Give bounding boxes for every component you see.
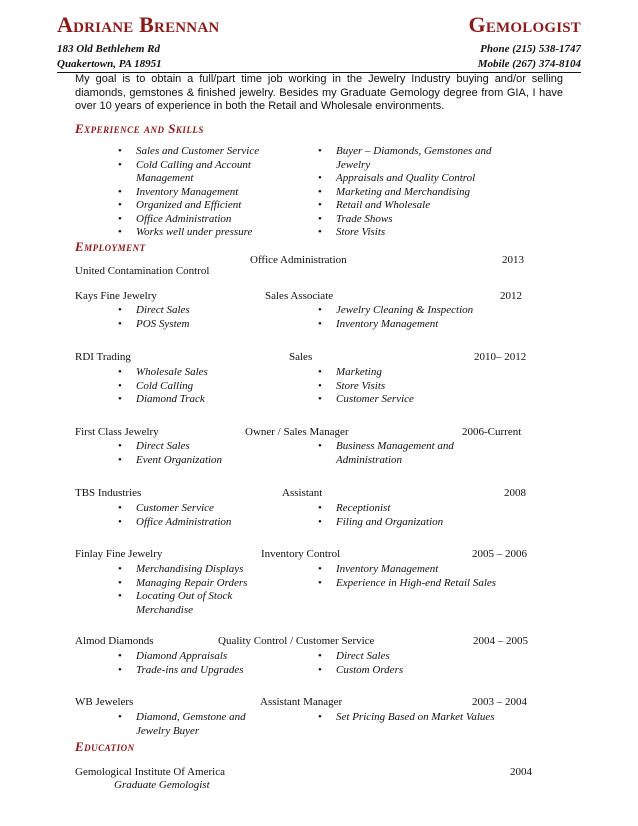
list-item: • Inventory Management xyxy=(318,563,508,577)
candidate-name: Adriane Brennan xyxy=(57,12,220,37)
list-item: • Trade Shows xyxy=(318,213,508,227)
job-years: 2010– 2012 xyxy=(474,351,527,363)
list-item: • Wholesale Sales xyxy=(118,366,276,380)
job-duties-right xyxy=(318,563,508,590)
list-item: • Filing and Organization xyxy=(318,516,508,530)
job-company: WB Jewelers xyxy=(75,696,134,708)
candidate-title: Gemologist xyxy=(468,12,581,37)
address-city: Quakertown, PA 18951 xyxy=(57,58,162,70)
job-years: 2003 – 2004 xyxy=(472,696,527,708)
list-item: • Works well under pressure xyxy=(118,226,276,240)
job-position: Owner / Sales Manager xyxy=(245,426,349,438)
list-item: • Locating Out of Stock Merchandise xyxy=(118,590,276,617)
graduation-year: 2004 xyxy=(510,766,532,778)
job-position: Assistant Manager xyxy=(260,696,343,708)
list-item: • Cold Calling and Account Management xyxy=(118,159,276,186)
list-item: • Direct Sales xyxy=(118,440,276,454)
list-item: • Jewelry Cleaning & Inspection xyxy=(318,304,508,318)
list-item: • Retail and Wholesale xyxy=(318,199,508,213)
list-item: • Receptionist xyxy=(318,502,508,516)
list-item: • Office Administration xyxy=(118,213,276,227)
contact-line-1 xyxy=(57,43,581,57)
skills-list-left xyxy=(118,145,276,240)
objective-statement: My goal is to obtain a full/part time job working in the Jewelry Industry buying and/or selling diamonds, gemstones & finished jewelry. Besides my Graduate Gemology degree from GIA, I have over 10 years of experience in both the Retail and Wholesale environments. xyxy=(75,73,563,112)
job-position: Sales Associate xyxy=(265,290,334,302)
job-company: RDI Trading xyxy=(75,351,131,363)
job-years: 2005 – 2006 xyxy=(472,548,527,560)
list-item: • Cold Calling xyxy=(118,380,276,394)
list-item: • Managing Repair Orders xyxy=(118,577,276,591)
list-item: • Trade-ins and Upgrades xyxy=(118,664,276,678)
list-item: • Direct Sales xyxy=(318,650,508,664)
school-name: Gemological Institute Of America xyxy=(75,766,225,778)
job-years: 2006-Current xyxy=(462,426,522,438)
education-heading: Education xyxy=(75,739,135,754)
list-item: • Customer Service xyxy=(318,393,508,407)
list-item: • POS System xyxy=(118,318,276,332)
job-duties-left xyxy=(118,563,276,617)
job-duties-left xyxy=(118,366,276,407)
list-item: • Customer Service xyxy=(118,502,276,516)
job-duties-right xyxy=(318,650,508,677)
list-item: • Sales and Customer Service xyxy=(118,145,276,159)
job-years: 2008 xyxy=(504,487,526,499)
list-item: • Buyer – Diamonds, Gemstones and Jewelry xyxy=(318,145,508,172)
list-item: • Store Visits xyxy=(318,226,508,240)
job-duties-left xyxy=(118,440,276,467)
employment-heading: Employment xyxy=(75,239,146,254)
job-company: Almod Diamonds xyxy=(75,635,154,647)
list-item: • Experience in High-end Retail Sales xyxy=(318,577,508,591)
job-duties-right xyxy=(318,502,508,529)
list-item: • Direct Sales xyxy=(118,304,276,318)
list-item: • Business Management and Administration xyxy=(318,440,508,467)
degree-name: Graduate Gemologist xyxy=(114,779,210,791)
job-position: Inventory Control xyxy=(261,548,341,560)
list-item: • Inventory Management xyxy=(118,186,276,200)
list-item: • Event Organization xyxy=(118,454,276,468)
list-item: • Office Administration xyxy=(118,516,276,530)
job-duties-left xyxy=(118,650,276,677)
list-item: • Diamond Track xyxy=(118,393,276,407)
job-position: Office Administration xyxy=(250,254,347,266)
list-item: • Appraisals and Quality Control xyxy=(318,172,508,186)
job-duties-right xyxy=(318,304,508,331)
job-company: United Contamination Control xyxy=(75,265,210,277)
job-company: Kays Fine Jewelry xyxy=(75,290,157,302)
mobile-number: Mobile (267) 374-8104 xyxy=(477,58,581,70)
job-duties-left xyxy=(118,502,276,529)
list-item: • Store Visits xyxy=(318,380,508,394)
list-item: • Diamond, Gemstone and Jewelry Buyer xyxy=(118,711,276,738)
job-years: 2012 xyxy=(500,290,522,302)
list-item: • Custom Orders xyxy=(318,664,508,678)
job-company: TBS Industries xyxy=(75,487,142,499)
job-position: Quality Control / Customer Service xyxy=(218,635,375,647)
resume-header xyxy=(57,12,581,38)
address-street: 183 Old Bethlehem Rd xyxy=(57,43,160,55)
job-company: First Class Jewelry xyxy=(75,426,159,438)
skills-list-right xyxy=(318,145,508,240)
job-position: Sales xyxy=(289,351,313,363)
list-item: • Inventory Management xyxy=(318,318,508,332)
list-item: • Marketing and Merchandising xyxy=(318,186,508,200)
list-item: • Organized and Efficient xyxy=(118,199,276,213)
job-company: Finlay Fine Jewelry xyxy=(75,548,163,560)
job-duties-right xyxy=(318,711,508,725)
job-duties-right xyxy=(318,366,508,407)
list-item: • Diamond Appraisals xyxy=(118,650,276,664)
skills-heading: Experience and Skills xyxy=(75,121,204,136)
phone-number: Phone (215) 538-1747 xyxy=(480,43,581,55)
list-item: • Merchandising Displays xyxy=(118,563,276,577)
list-item: • Set Pricing Based on Market Values xyxy=(318,711,508,725)
contact-line-2 xyxy=(57,58,581,72)
job-duties-left xyxy=(118,711,276,738)
job-duties-right xyxy=(318,440,508,467)
job-years: 2013 xyxy=(502,254,524,266)
job-years: 2004 – 2005 xyxy=(473,635,528,647)
job-duties-left xyxy=(118,304,276,331)
job-position: Assistant xyxy=(282,487,323,499)
list-item: • Marketing xyxy=(318,366,508,380)
